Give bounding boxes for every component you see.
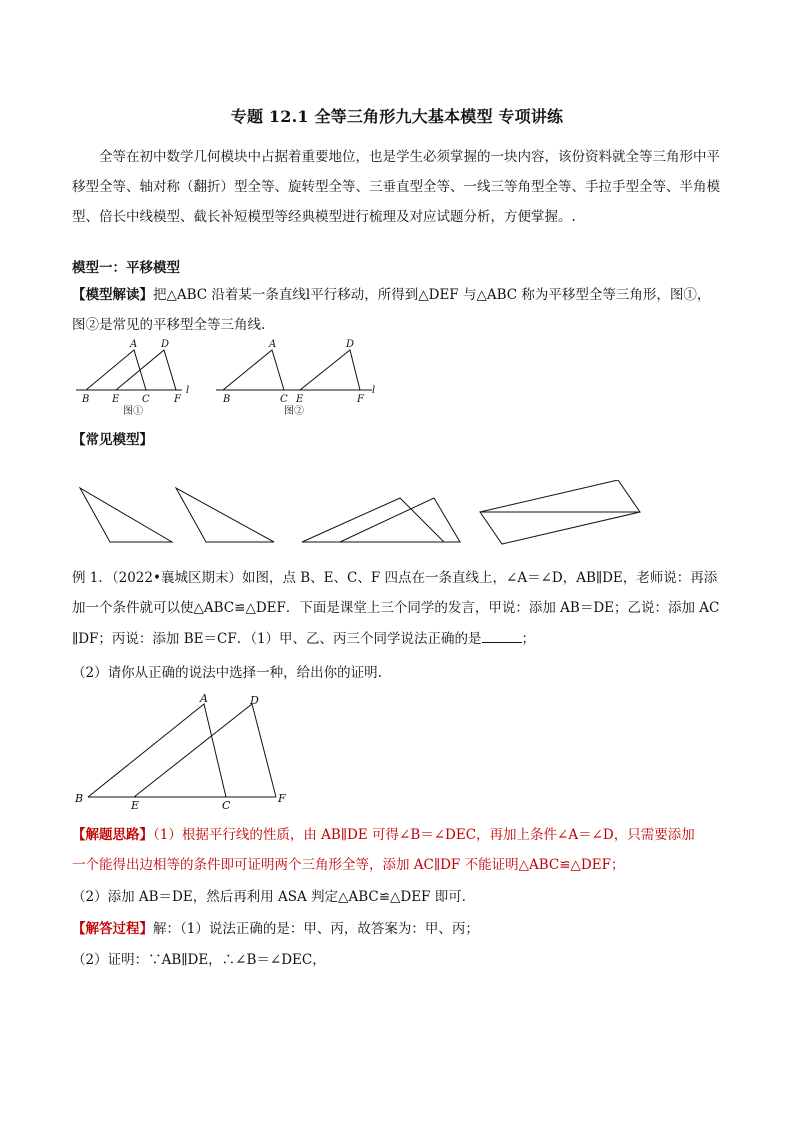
caption-fig2: 图②	[284, 406, 304, 417]
example1-line4: （2）请你从正确的说法中选择一种，给出你的证明.	[72, 665, 382, 681]
answer-blank	[482, 630, 522, 643]
solution-thinking-line2: 一个能得出边相等的条件即可证明两个三角形全等，添加 AC∥DF 不能证明△ABC≌△DEF；	[72, 857, 625, 873]
label-b: B	[75, 792, 84, 805]
label-c-fig2: C	[280, 394, 288, 405]
label-f-fig2: F	[357, 394, 364, 405]
caption-fig1: 图①	[123, 406, 143, 417]
triangle-def-fig2	[300, 350, 360, 390]
label-a: A	[200, 692, 208, 705]
example1-line1: 例 1．（2022•襄城区期末）如图，点 B、E、C、F 四点在一条直线上，∠A＝∠D，AB∥DE，老师说：再添	[72, 570, 718, 586]
triangle-abc	[88, 704, 226, 797]
label-d-fig2: D	[346, 339, 355, 350]
label-l-fig1: l	[186, 385, 190, 396]
page-title: 专题 12.1 全等三角形九大基本模型 专项讲练	[230, 107, 564, 126]
label-e-fig1: E	[112, 394, 120, 405]
interpretation-label: 【模型解读】	[72, 287, 153, 303]
thinking-text: （1）根据平行线的性质，由 AB∥DE 可得∠B＝∠DEC，再加上条件∠A＝∠D，只需要添加	[153, 827, 695, 843]
model-a-triangle-2	[176, 488, 274, 542]
label-c: C	[222, 799, 231, 812]
label-l-fig2: l	[372, 385, 376, 396]
model1-interpretation-line1	[72, 283, 710, 303]
common-models-figure	[70, 480, 650, 550]
common-models-label: 【常见模型】	[72, 432, 153, 448]
label-e-fig2: E	[296, 394, 304, 405]
label-b-fig2: B	[223, 394, 231, 405]
example1-line3-end: ；	[521, 631, 536, 647]
solution-line3: （2）添加 AB＝DE，然后再利用 ASA 判定△ABC≌△DEF 即可．	[72, 889, 476, 905]
label-f-fig1: F	[174, 394, 181, 405]
solution-process-line2: （2）证明：∵AB∥DE，∴∠B＝∠DEC，	[72, 952, 326, 968]
model-c-triangle-top	[480, 480, 640, 512]
thinking-label: 【解题思路】	[72, 827, 153, 843]
solution-thinking-line1	[72, 823, 695, 843]
triangle-def	[134, 704, 276, 797]
model-c-triangle-bottom	[480, 512, 640, 544]
label-a-fig1: A	[130, 339, 138, 350]
model-b-triangle-2	[340, 498, 460, 542]
label-f: F	[278, 792, 286, 805]
triangle-def-fig1	[116, 350, 176, 390]
label-b-fig1: B	[82, 394, 90, 405]
example1-line3	[72, 627, 535, 647]
figure-1	[76, 350, 182, 390]
figure-1-2	[70, 336, 390, 420]
triangle-abc-fig1	[86, 350, 146, 390]
example1-figure	[70, 690, 310, 814]
model-a-triangle-1	[80, 488, 172, 542]
label-e: E	[131, 799, 140, 812]
process-text: 解：（1）说法正确的是：甲、丙，故答案为：甲、丙；	[153, 921, 479, 937]
model-b-triangle-1	[302, 498, 444, 542]
example1-line2: 加一个条件就可以使△ABC≌△DEF．下面是课堂上三个同学的发言，甲说：添加 AB＝DE；乙说：添加 AC	[72, 600, 720, 616]
label-d: D	[250, 694, 259, 707]
intro-paragraph: 全等在初中数学几何模块中占据着重要地位，也是学生必须掌握的一块内容，该份资料就全等三角形中平移型全等、轴对称（翻折）型全等、旋转型全等、三垂直型全等、一线三等角型全等、手拉手型全等、半角模型、倍长中线模型、截长补短模型等经典模型进行梳理及对应试题分析，方便掌握。.	[72, 149, 720, 225]
model1-heading: 模型一：平移模型	[72, 260, 180, 276]
solution-process-line1	[72, 917, 479, 937]
label-d-fig1: D	[161, 339, 170, 350]
interpretation-text: 把△ABC 沿着某一条直线l平行移动，所得到△DEF 与△ABC 称为平移型全等三角形，图①，	[153, 287, 711, 303]
process-label: 【解答过程】	[72, 921, 153, 937]
example1-line3-text: ∥DF；丙说：添加 BE＝CF．（1）甲、乙、丙三个同学说法正确的是	[72, 631, 482, 647]
triangle-abc-fig2	[223, 350, 284, 390]
model1-interpretation-line2: 图②是常见的平移型全等三角线.	[72, 317, 266, 333]
label-a-fig2: A	[269, 339, 277, 350]
label-c-fig1: C	[142, 394, 150, 405]
figure-2	[216, 350, 372, 390]
